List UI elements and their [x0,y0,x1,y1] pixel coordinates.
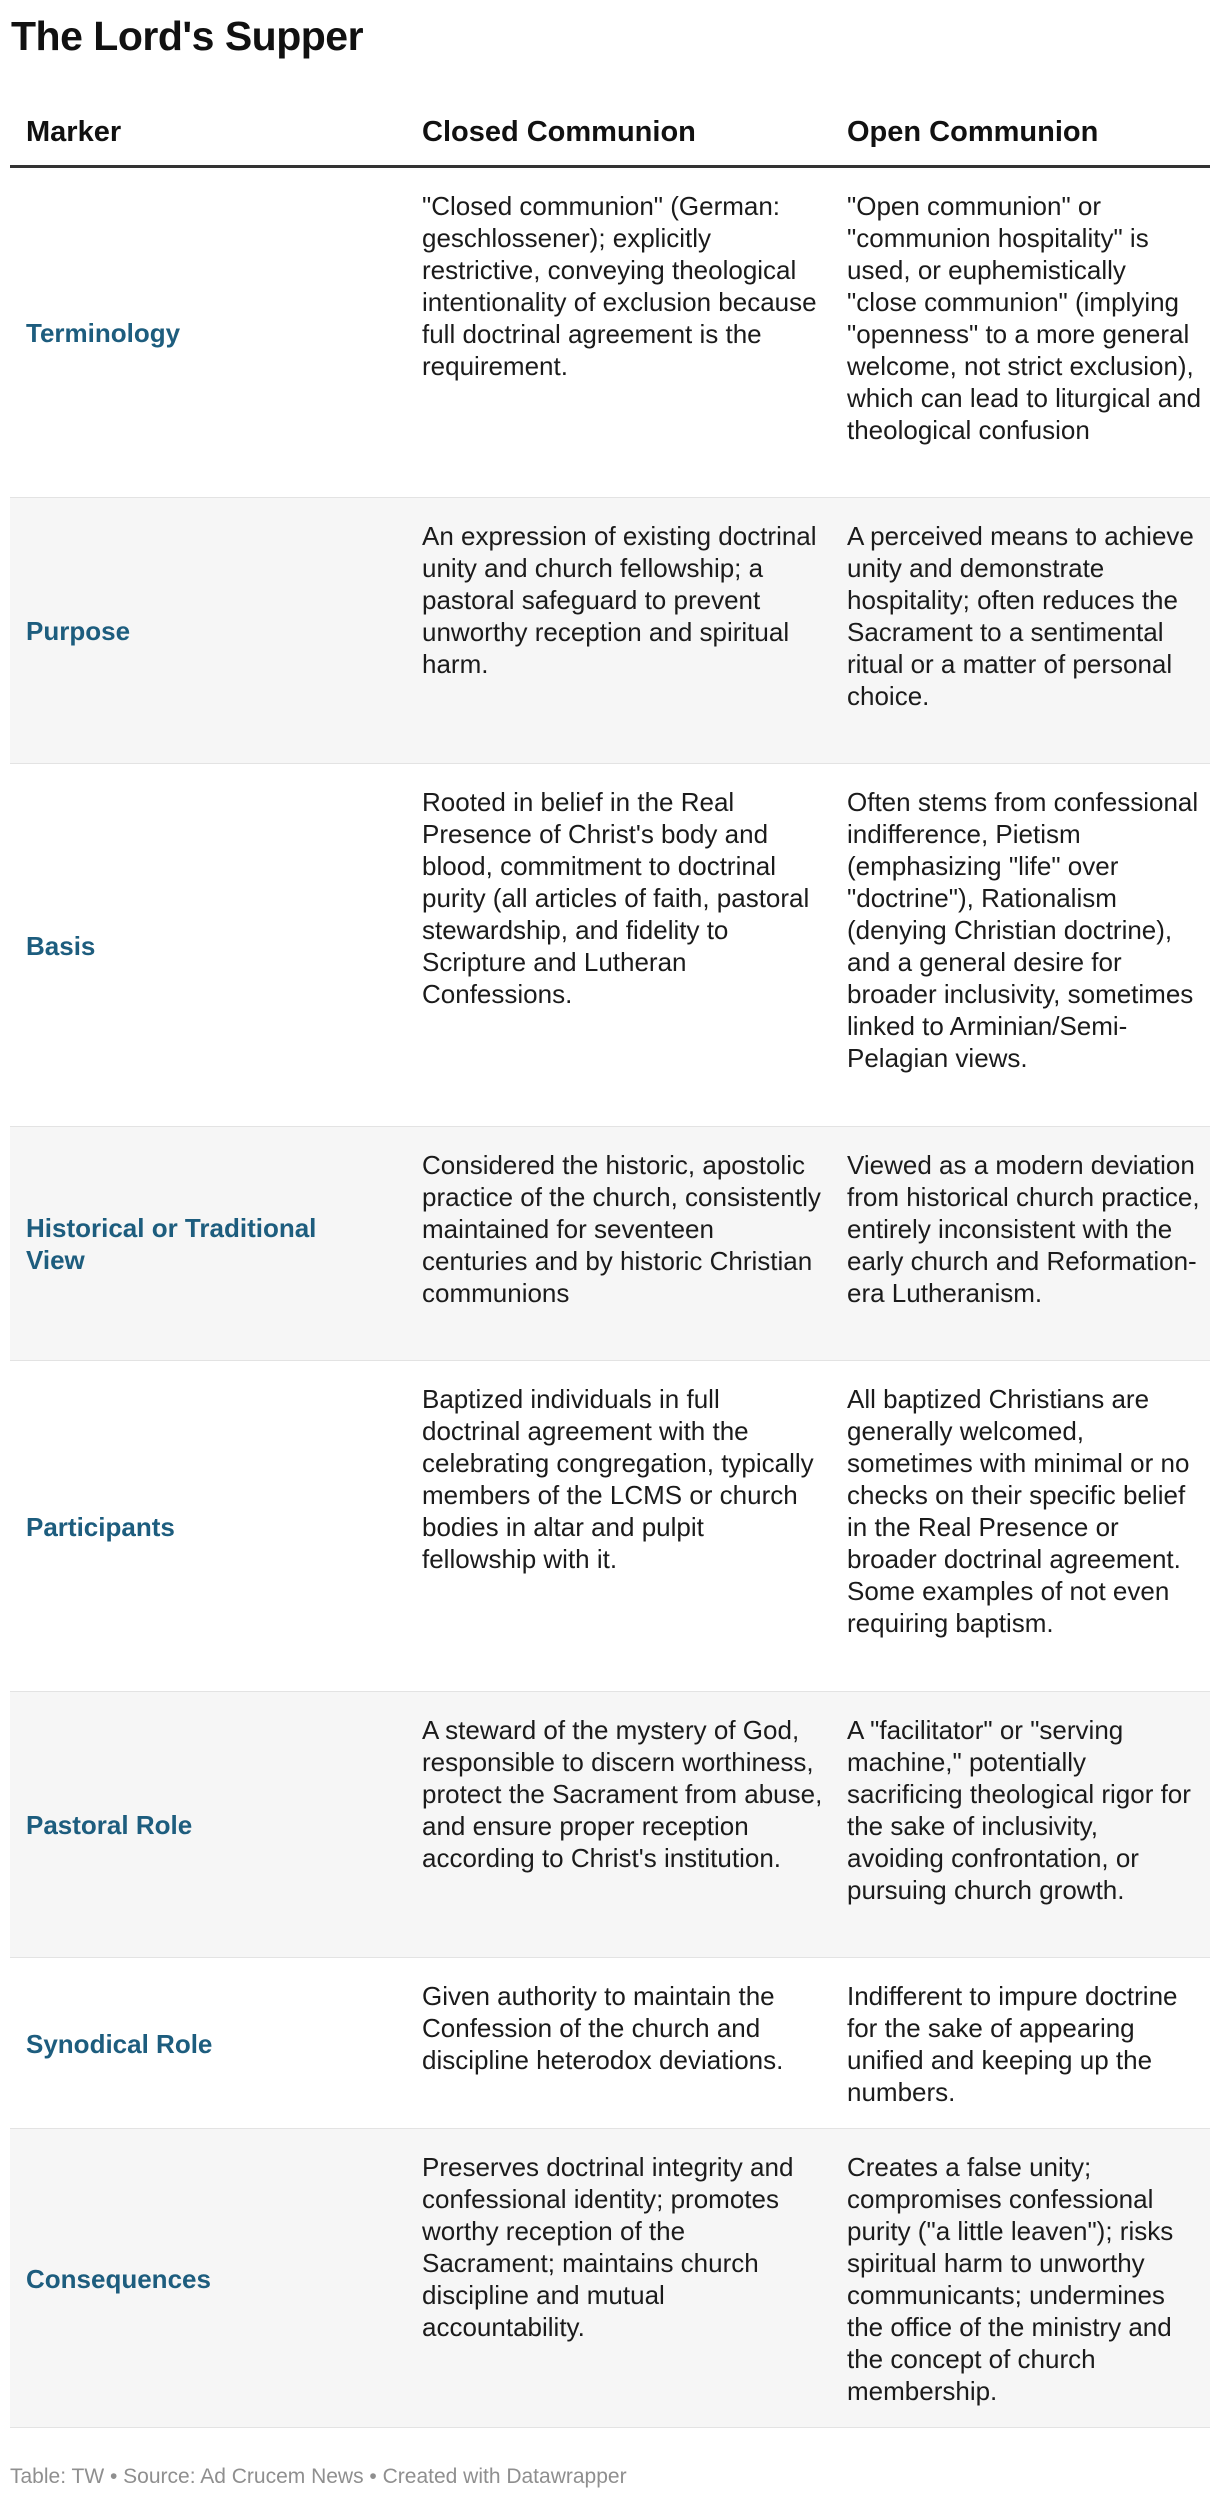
open-communion-cell: Indifferent to impure doctrine for the sake of appearing unified and keeping up the numbers. [831,1957,1210,2128]
column-header-marker[interactable]: Marker [10,100,406,166]
closed-communion-cell: Preserves doctrinal integrity and confessional identity; promotes worthy reception of the Sacrament; maintains church discipline and mutual accountability. [406,2128,831,2427]
closed-communion-cell: Rooted in belief in the Real Presence of Christ's body and blood, commitment to doctrinal purity (all articles of faith, pastoral stewardship, and fidelity to Scripture and Lutheran Confessions. [406,763,831,1126]
table-row [10,1957,1210,2128]
table-footer-credits: Table: TW • Source: Ad Crucem News • Created with Datawrapper [10,2465,627,2488]
header-row [10,100,1210,166]
table-row [10,497,1210,763]
row-marker: Pastoral Role [10,1691,406,1957]
table-row [10,1126,1210,1360]
table-row [10,1691,1210,1957]
table-title: The Lord's Supper [11,13,364,59]
column-header-open-communion[interactable]: Open Communion [831,100,1210,166]
open-communion-cell: A "facilitator" or "serving machine," potentially sacrificing theological rigor for the sake of inclusivity, avoiding confrontation, or pursuing church growth. [831,1691,1210,1957]
row-marker: Basis [10,763,406,1126]
closed-communion-cell: "Closed communion" (German: geschlossener); explicitly restrictive, conveying theological intentionality of exclusion because full doctrinal agreement is the requirement. [406,166,831,497]
open-communion-cell: All baptized Christians are generally welcomed, sometimes with minimal or no checks on their specific belief in the Real Presence or broader doctrinal agreement. Some examples of not even requiring baptism. [831,1360,1210,1691]
open-communion-cell: Often stems from confessional indifference, Pietism (emphasizing "life" over "doctrine"), Rationalism (denying Christian doctrine), and a general desire for broader inclusivity, sometimes linked to Arminian/Semi-Pelagian views. [831,763,1210,1126]
table-row [10,166,1210,497]
comparison-table [10,100,1210,2428]
row-marker: Terminology [10,166,406,497]
closed-communion-cell: An expression of existing doctrinal unity and church fellowship; a pastoral safeguard to prevent unworthy reception and spiritual harm. [406,497,831,763]
row-marker: Consequences [10,2128,406,2427]
closed-communion-cell: Given authority to maintain the Confession of the church and discipline heterodox deviations. [406,1957,831,2128]
open-communion-cell: Viewed as a modern deviation from historical church practice, entirely inconsistent with the early church and Reformation-era Lutheranism. [831,1126,1210,1360]
table-row [10,2128,1210,2427]
row-marker: Purpose [10,497,406,763]
open-communion-cell: A perceived means to achieve unity and demonstrate hospitality; often reduces the Sacrament to a sentimental ritual or a matter of personal choice. [831,497,1210,763]
row-marker: Participants [10,1360,406,1691]
open-communion-cell: "Open communion" or "communion hospitality" is used, or euphemistically "close communion" (implying "openness" to a more general welcome, not strict exclusion), which can lead to liturgical and theological confusion [831,166,1210,497]
closed-communion-cell: A steward of the mystery of God, responsible to discern worthiness, protect the Sacrament from abuse, and ensure proper reception according to Christ's institution. [406,1691,831,1957]
table-row [10,763,1210,1126]
column-header-closed-communion[interactable]: Closed Communion [406,100,831,166]
open-communion-cell: Creates a false unity; compromises confessional purity ("a little leaven"); risks spiritual harm to unworthy communicants; undermines the office of the ministry and the concept of church membership. [831,2128,1210,2427]
closed-communion-cell: Baptized individuals in full doctrinal agreement with the celebrating congregation, typically members of the LCMS or church bodies in altar and pulpit fellowship with it. [406,1360,831,1691]
row-marker: Historical or Traditional View [10,1126,406,1360]
row-marker: Synodical Role [10,1957,406,2128]
table-row [10,1360,1210,1691]
closed-communion-cell: Considered the historic, apostolic practice of the church, consistently maintained for seventeen centuries and by historic Christian communions [406,1126,831,1360]
